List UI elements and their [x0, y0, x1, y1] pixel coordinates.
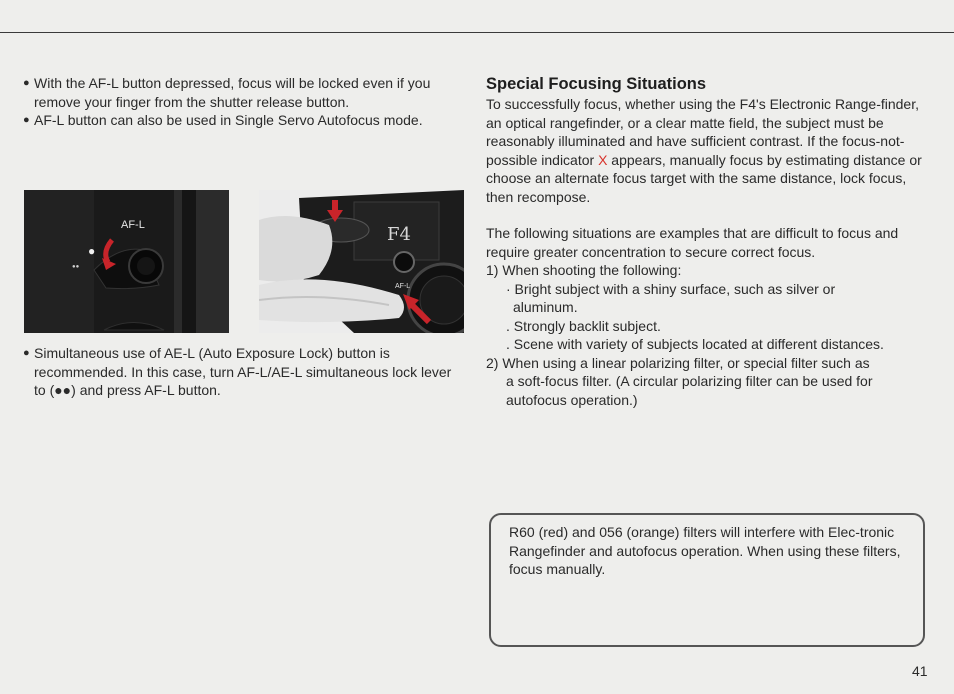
sub-item-shiny-surface-cont: aluminum.	[513, 299, 578, 315]
list-item-2: 2) When using a linear polarizing filter, or special filter such as	[486, 354, 870, 371]
bullet-text: AF-L button can also be used in Single Servo Autofocus mode.	[34, 112, 423, 128]
left-bullet-list	[22, 74, 452, 130]
special-focusing-section	[486, 74, 936, 409]
lever-dot-mark: ●	[88, 244, 96, 258]
f4-badge: F4	[387, 224, 411, 245]
intro-text-after: appears, manually focus by estimating distance or choose an alternate focus target with the same distance, lock focus, then recompose.	[486, 151, 922, 205]
focus-not-possible-indicator: X	[598, 151, 608, 168]
camera-back-lever-illustration	[24, 190, 229, 333]
list-item-2-cont: a soft-focus filter. (A circular polarizing filter can be used for autofocus operation.)	[506, 373, 873, 408]
intro-paragraph	[486, 95, 936, 206]
sub-item-distances: . Scene with variety of subjects located at different distances.	[506, 336, 884, 352]
bullet-dot: ●	[23, 114, 30, 126]
sub-item-backlit: . Strongly backlit subject.	[506, 317, 661, 334]
list-item-1: 1) When shooting the following:	[486, 262, 682, 278]
top-rule	[0, 32, 954, 33]
paragraph-gap	[486, 206, 936, 224]
bullet-dot: ●	[23, 347, 30, 359]
bullet-item-single-servo	[22, 111, 452, 130]
sub-item-shiny-surface: · Bright subject with a shiny surface, such as silver or	[506, 280, 836, 297]
filter-note-text: R60 (red) and 056 (orange) filters will interfere with Elec-tronic Rangefinder and autofocus operation. When using these filters, focus manually.	[509, 524, 901, 577]
bullet-text: With the AF-L button depressed, focus will be locked even if you remove your finger from the shutter release button.	[34, 75, 431, 110]
bullet-item-simultaneous	[22, 344, 452, 400]
bullet-item-ae-l	[22, 344, 452, 400]
intro-text-before: To successfully focus, whether using the F4's Electronic Range-finder, an optical rangefinder, or a clear matte field, the subject must be reasonably illuminated and have sufficient contrast. If the focus-not-possible indicator	[486, 96, 919, 168]
camera-af-l-button-photo	[259, 190, 464, 333]
bullet-item-focus-lock	[22, 74, 452, 111]
bullet-text: Simultaneous use of AE-L (Auto Exposure Lock) button is recommended. In this case, turn AF-L/AE-L simultaneous lock lever to (●●) and press AF-L button.	[34, 345, 452, 398]
examples-intro: The following situations are examples that are difficult to focus and require greater concentration to secure correct focus.	[486, 225, 899, 260]
af-l-label: AF-L	[121, 219, 145, 231]
section-title: Special Focusing Situations	[486, 75, 707, 93]
camera-back-lever-photo	[24, 190, 229, 333]
bullet-dot: ●	[23, 77, 30, 89]
double-dot-mark: ●●	[72, 264, 80, 270]
page-number: 41	[912, 663, 928, 679]
camera-af-l-button-illustration	[259, 190, 464, 333]
af-l-button-label: AF-L	[395, 283, 411, 290]
